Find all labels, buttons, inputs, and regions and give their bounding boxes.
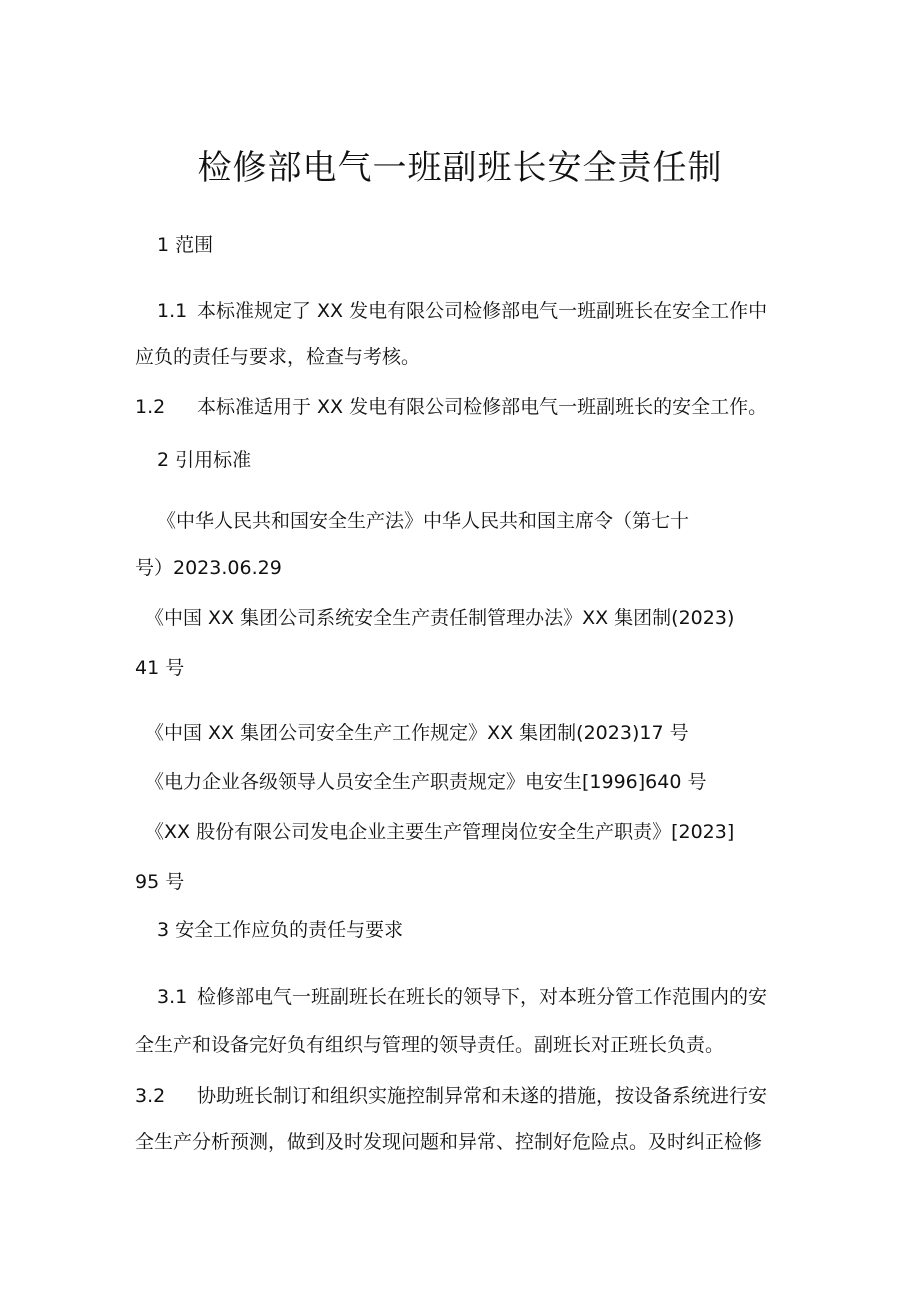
clause-number: 1.1 <box>157 300 188 322</box>
reference-3: 《中国 XX 集团公司安全生产工作规定》XX 集团制(2023)17 号 <box>145 722 689 744</box>
clause-1-1-line-1 <box>157 297 767 325</box>
clause-1-2-line-1 <box>135 393 767 421</box>
clause-number: 3.2 <box>135 1085 166 1107</box>
clause-number: 1.2 <box>135 396 166 418</box>
section-1-heading: 1 范围 <box>157 234 214 256</box>
reference-1-line-1: 《中华人民共和国安全生产法》中华人民共和国主席令（第七十 <box>157 510 690 532</box>
clause-1-1-line-2: 应负的责任与要求，检查与考核。 <box>135 346 421 368</box>
clause-text: 本标准适用于 XX 发电有限公司检修部电气一班副班长的安全工作。 <box>197 396 768 418</box>
clause-3-2-line-1 <box>135 1082 767 1110</box>
reference-2-line-1: 《中国 XX 集团公司系统安全生产责任制管理办法》XX 集团制(2023) <box>145 607 735 629</box>
clause-text: 协助班长制订和组织实施控制异常和未遂的措施，按设备系统进行安 <box>197 1085 768 1107</box>
clause-3-1-line-2: 全生产和设备完好负有组织与管理的领导责任。副班长对正班长负责。 <box>135 1034 725 1056</box>
document-title: 检修部电气一班副班长安全责任制 <box>197 148 723 188</box>
clause-text: 本标准规定了 XX 发电有限公司检修部电气一班副班长在安全工作中 <box>197 300 768 322</box>
reference-4: 《电力企业各级领导人员安全生产职责规定》电安生[1996]640 号 <box>145 771 707 793</box>
section-3-heading: 3 安全工作应负的责任与要求 <box>157 919 404 941</box>
reference-5-line-2: 95 号 <box>135 871 185 893</box>
reference-1-line-2: 号）2023.06.29 <box>135 557 282 579</box>
clause-3-2-line-2: 全生产分析预测，做到及时发现问题和异常、控制好危险点。及时纠正检修 <box>135 1131 763 1153</box>
clause-number: 3.1 <box>157 986 188 1008</box>
clause-text: 检修部电气一班副班长在班长的领导下，对本班分管工作范围内的安 <box>197 986 768 1008</box>
reference-5-line-1: 《XX 股份有限公司发电企业主要生产管理岗位安全生产职责》[2023] <box>145 821 735 843</box>
reference-2-line-2: 41 号 <box>135 657 185 679</box>
clause-3-1-line-1 <box>157 983 767 1011</box>
section-2-heading: 2 引用标准 <box>157 449 252 471</box>
